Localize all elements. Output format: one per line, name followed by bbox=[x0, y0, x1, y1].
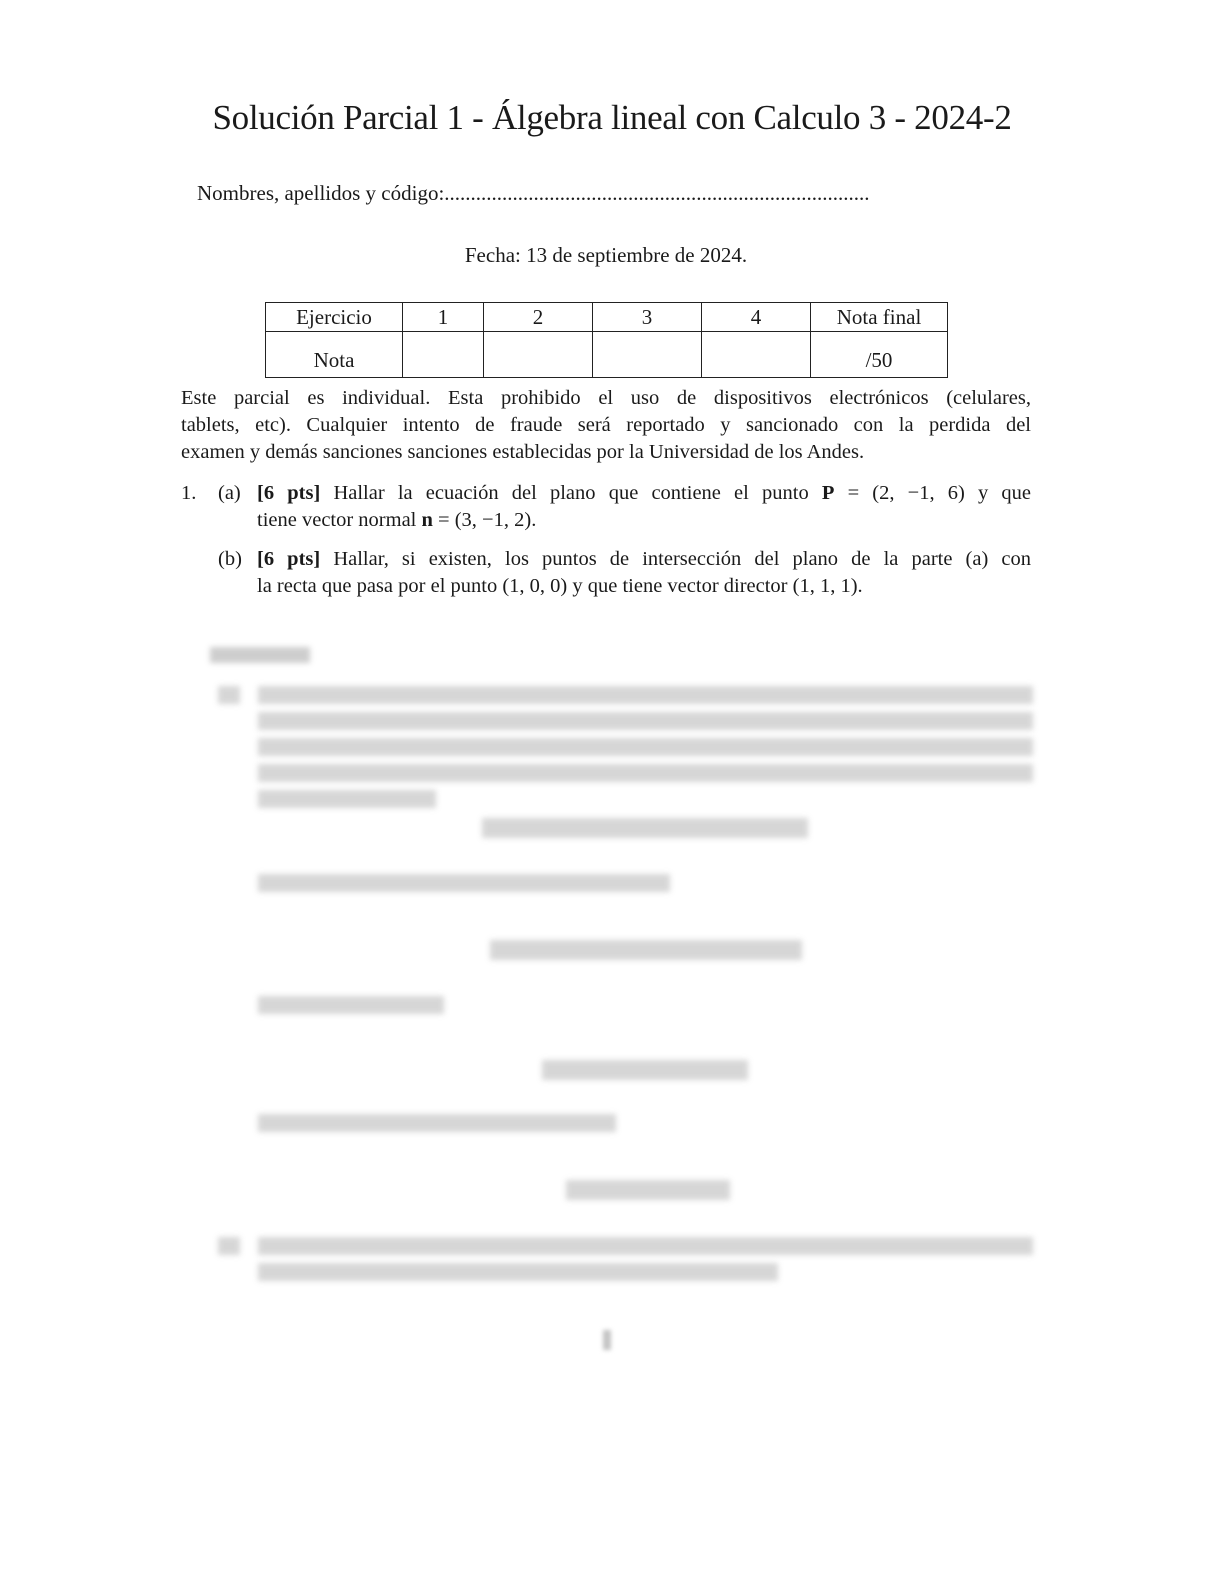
part-b-line-1 bbox=[257, 546, 1031, 573]
part-a-points: [6 pts] bbox=[257, 482, 321, 504]
exam-date: Fecha: 13 de septiembre de 2024. bbox=[464, 243, 748, 267]
question-number: 1. bbox=[181, 482, 197, 504]
student-name-field bbox=[197, 181, 1017, 206]
final-grade-cell: /50 bbox=[811, 332, 948, 378]
header-cell: 2 bbox=[484, 303, 593, 332]
blurred-line bbox=[258, 686, 1033, 704]
part-a-label: (a) bbox=[218, 482, 241, 504]
blurred-line bbox=[258, 712, 1033, 730]
grade-cell bbox=[593, 332, 702, 378]
blurred-line bbox=[258, 1237, 1033, 1255]
blurred-line bbox=[258, 764, 1033, 782]
header-cell: 4 bbox=[702, 303, 811, 332]
header-cell: 3 bbox=[593, 303, 702, 332]
grade-cell bbox=[702, 332, 811, 378]
point-coordinates: = (2, −1, 6) y que bbox=[834, 482, 1032, 504]
part-a-line-1 bbox=[257, 480, 1031, 507]
blurred-equation bbox=[482, 818, 808, 838]
part-a-text: Hallar la ecuación del plano que contiene el punto bbox=[320, 482, 822, 504]
blurred-equation bbox=[490, 940, 802, 960]
header-cell: 1 bbox=[403, 303, 484, 332]
point-symbol: P bbox=[821, 482, 835, 504]
blurred-line bbox=[258, 1263, 778, 1281]
part-b-line-2: la recta que pasa por el punto (1, 0, 0) y que tiene vector director (1, 1, 1). bbox=[257, 575, 863, 597]
blurred-line bbox=[258, 738, 1033, 756]
grade-cell bbox=[484, 332, 593, 378]
blurred-equation bbox=[542, 1060, 748, 1080]
grades-table bbox=[265, 302, 948, 378]
blurred-line bbox=[258, 874, 670, 892]
normal-coordinates: = (3, −1, 2). bbox=[432, 509, 537, 531]
name-dotted-line: ................................................................................. bbox=[444, 181, 870, 205]
instruction-line: tablets, etc). Cualquier intento de fraude será reportado y sancionado con la perdida del bbox=[181, 414, 1031, 436]
blurred-label bbox=[218, 1237, 240, 1255]
blurred-line bbox=[258, 790, 436, 808]
blurred-label bbox=[218, 686, 240, 704]
blurred-heading bbox=[210, 647, 310, 663]
part-a-text: tiene vector normal bbox=[257, 509, 422, 531]
page-number bbox=[603, 1330, 611, 1350]
grades-header-row bbox=[266, 303, 948, 332]
part-b-text: Hallar, si existen, los puntos de intersección del plano de la parte (a) con bbox=[320, 548, 1031, 570]
part-b-label: (b) bbox=[218, 548, 242, 570]
row-label-cell: Nota bbox=[266, 332, 403, 378]
blurred-equation bbox=[566, 1180, 730, 1200]
instruction-line: examen y demás sanciones sanciones establecidas por la Universidad de los Andes. bbox=[181, 441, 865, 463]
blurred-line bbox=[258, 1114, 616, 1132]
part-b-points: [6 pts] bbox=[257, 548, 321, 570]
header-cell: Ejercicio bbox=[266, 303, 403, 332]
normal-symbol: n bbox=[421, 509, 433, 531]
name-label: Nombres, apellidos y código: bbox=[197, 181, 445, 205]
grades-value-row bbox=[266, 332, 948, 378]
question-part-b bbox=[257, 546, 1031, 600]
part-a-line-2 bbox=[257, 507, 1031, 534]
header-cell: Nota final bbox=[811, 303, 948, 332]
blurred-line bbox=[258, 996, 444, 1014]
question-part-a bbox=[257, 480, 1031, 534]
grade-cell bbox=[403, 332, 484, 378]
page-title: Solución Parcial 1 - Álgebra lineal con Calculo 3 - 2024-2 bbox=[212, 98, 1012, 137]
exam-instructions bbox=[181, 385, 1031, 466]
instruction-line: Este parcial es individual. Esta prohibido el uso de dispositivos electrónicos (celulares, bbox=[181, 387, 1031, 409]
